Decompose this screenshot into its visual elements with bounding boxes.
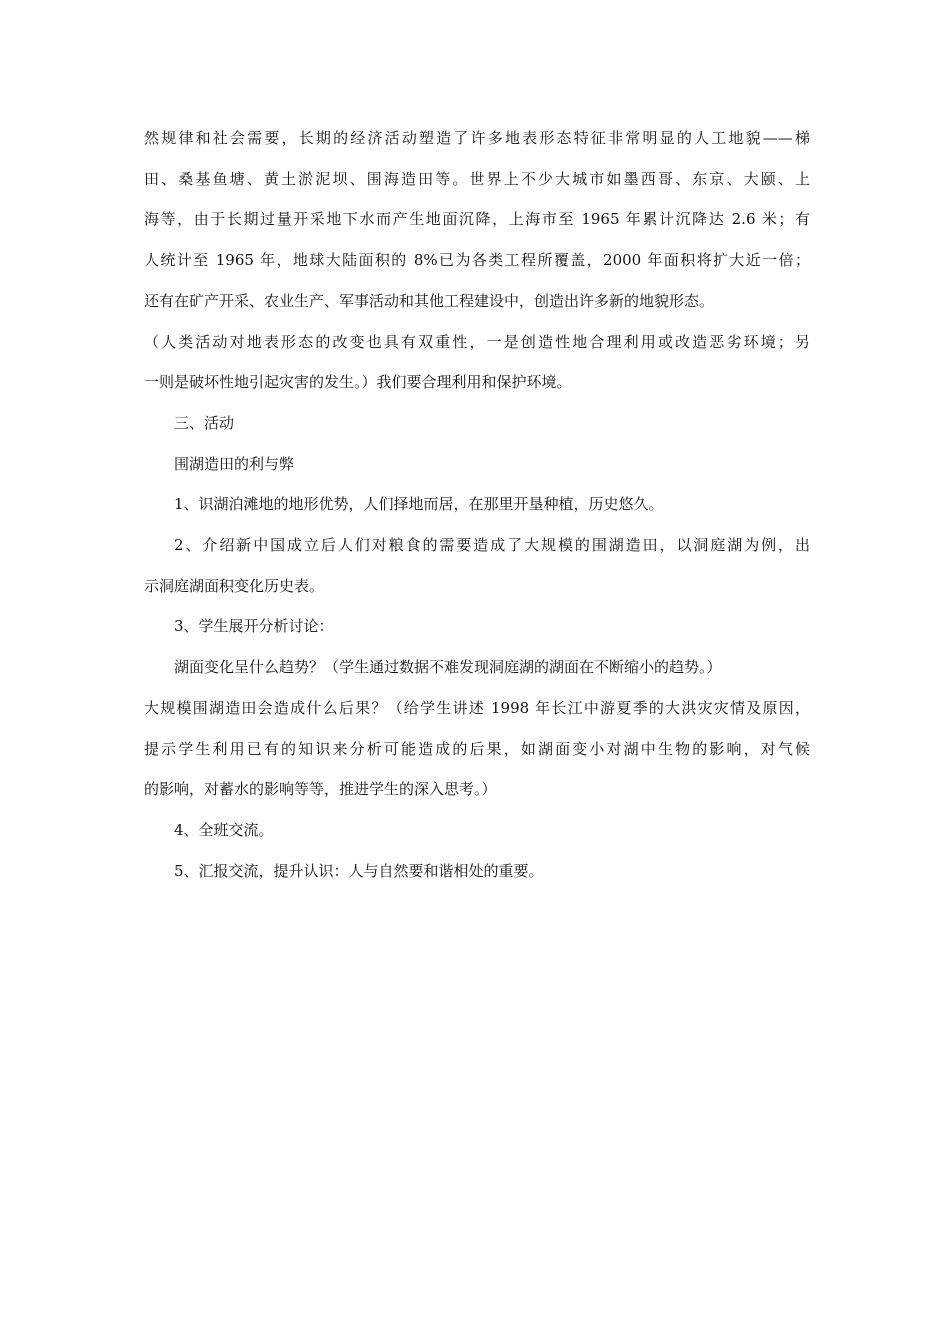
text-line: 示洞庭湖面积变化历史表。	[144, 576, 325, 595]
step-4: 4、全班交流。	[174, 820, 274, 839]
section-heading: 三、活动	[174, 413, 235, 432]
step-5: 5、汇报交流，提升认识：人与自然要和谐相处的重要。	[174, 861, 544, 880]
document-body	[144, 118, 810, 891]
text-line: 海等，由于长期过量开采地下水而产生地面沉降，上海市至 1965 年累计沉降达 2.6 米；有	[144, 210, 810, 229]
text-line: 一则是破坏性地引起灾害的发生。）我们要合理利用和保护环境。	[144, 373, 572, 392]
text-line: 然规律和社会需要，长期的经济活动塑造了许多地表形态特征非常明显的人工地貌——梯	[144, 129, 810, 147]
step-3: 3、学生展开分析讨论：	[174, 617, 334, 636]
question-2	[144, 688, 810, 810]
text-line: 还有在矿产开采、农业生产、军事活动和其他工程建设中，创造出许多新的地貌形态。	[144, 291, 715, 310]
step-2	[144, 525, 810, 606]
text-line: （人类活动对地表形态的改变也具有双重性，一是创造性地合理利用或改造恶劣环境；另	[144, 332, 810, 351]
question-1: 湖面变化呈什么趋势？（学生通过数据不难发现洞庭湖的湖面在不断缩小的趋势。）	[174, 658, 722, 677]
text-line: 2、介绍新中国成立后人们对粮食的需要造成了大规模的围湖造田，以洞庭湖为例，出	[174, 536, 810, 555]
text-line: 人统计至 1965 年，地球大陆面积的 8%已为各类工程所覆盖，2000 年面积将扩大近一倍；	[144, 251, 810, 270]
intro-paragraph	[144, 118, 810, 403]
text-line: 大规模围湖造田会造成什么后果？（给学生讲述 1998 年长江中游夏季的大洪灾灾情及原因，	[144, 698, 810, 717]
text-line: 田、桑基鱼塘、黄土淤泥坝、围海造田等。世界上不少大城市如墨西哥、东京、大颐、上	[144, 169, 810, 188]
text-line: 的影响，对蓄水的影响等等，推进学生的深入思考。）	[144, 780, 497, 799]
activity-title: 围湖造田的利与弊	[174, 454, 295, 473]
step-1: 1、识湖泊滩地的地形优势，人们择地而居，在那里开垦种植，历史悠久。	[174, 495, 664, 514]
text-line: 提示学生利用已有的知识来分析可能造成的后果，如湖面变小对湖中生物的影响，对气候	[144, 739, 810, 758]
